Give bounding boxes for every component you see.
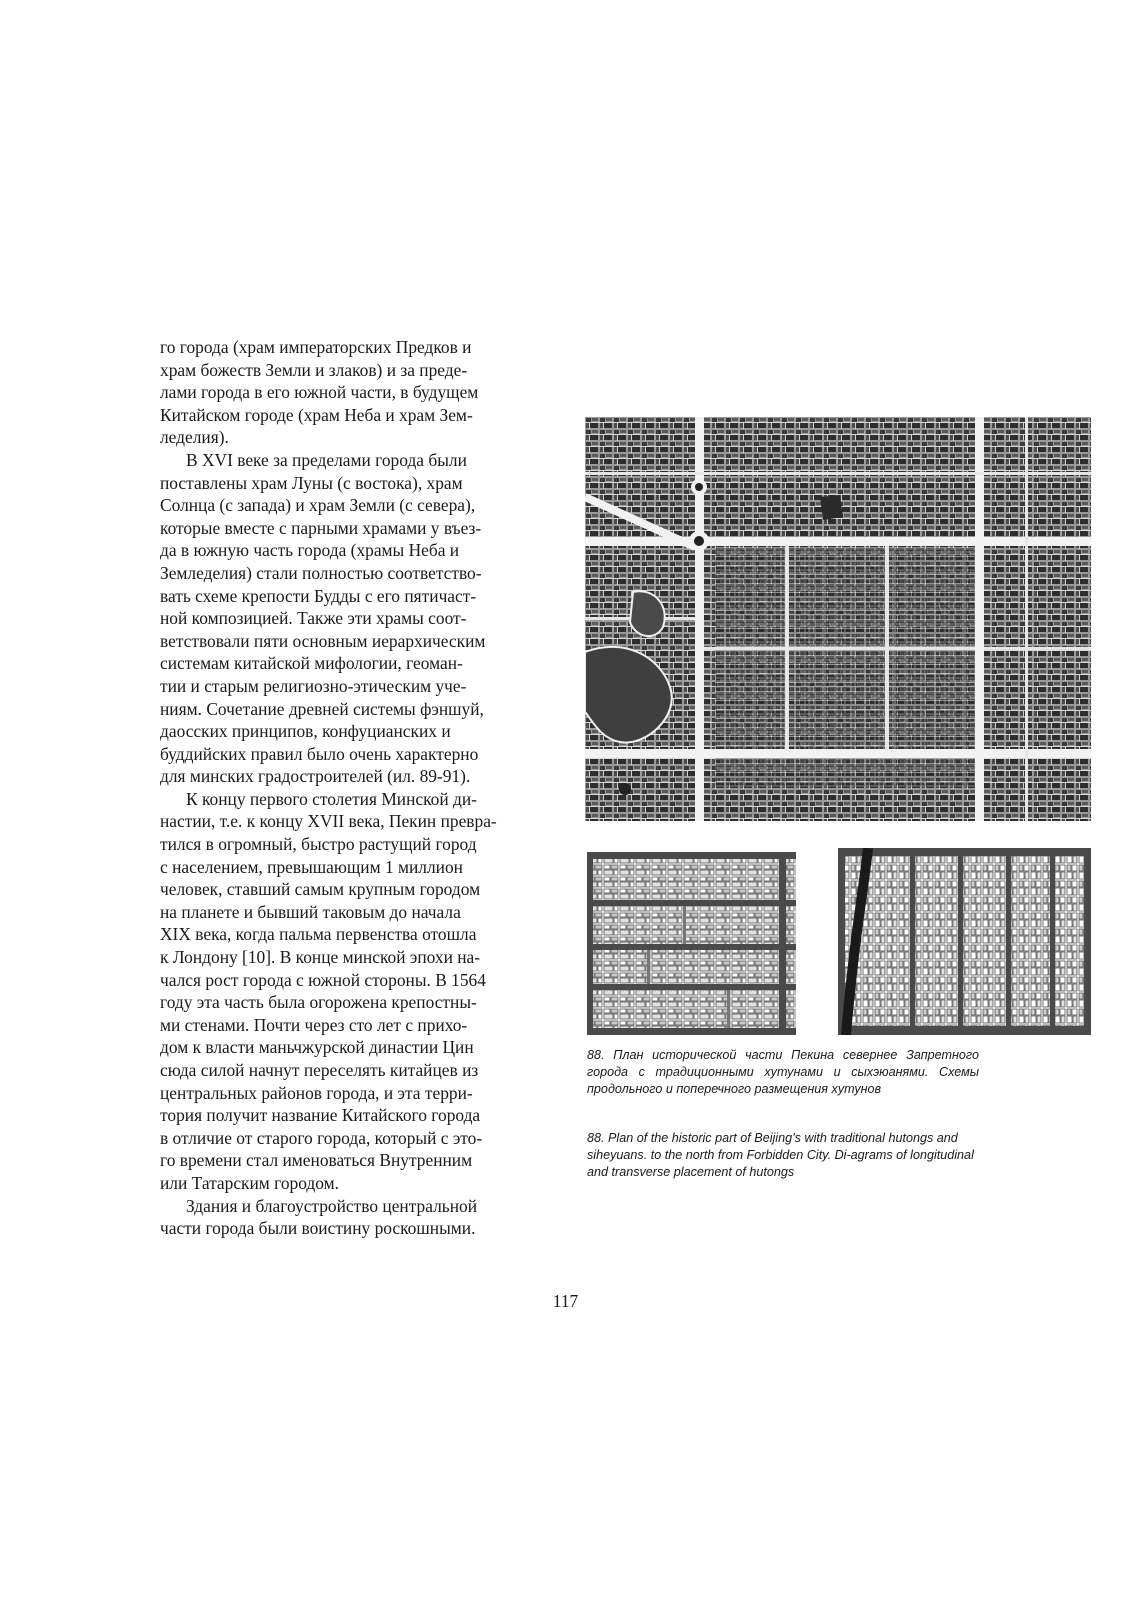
text-line: лами города в его южной части, в будущем — [160, 382, 479, 403]
text-line: или Татарским городом. — [160, 1172, 340, 1193]
text-line: да в южную часть города (храмы Неба и — [160, 540, 460, 561]
paragraph-1 — [160, 336, 546, 449]
figure-caption-en: 88. Plan of the historic part of Beijing’s with traditional hutongs and siheyuans. to the north from Forbidden City. Di-agrams of longitudinal and transverse placement of hutongs — [587, 1131, 974, 1179]
text-line: В XVI веке за пределами города были — [186, 449, 467, 470]
text-line: Китайском городе (храм Неба и храм Зем- — [160, 404, 473, 425]
beijing-plan-figure — [585, 417, 1091, 821]
text-line: леделия). — [160, 427, 229, 448]
text-line: Земледелия) стали полностью соответство- — [160, 562, 482, 583]
body-text — [160, 336, 546, 1240]
text-line: поставлены храм Луны (с востока), храм — [160, 472, 463, 493]
text-line: Здания и благоустройство центральной — [186, 1195, 478, 1216]
text-line: которые вместе с парными храмами у въез- — [160, 517, 482, 538]
text-line: с населением, превышающим 1 миллион — [160, 856, 463, 877]
text-line: части города были воистину роскошными. — [160, 1218, 476, 1239]
text-line: дом к власти маньчжурской династии Цин — [160, 1037, 474, 1058]
text-line: тился в огромный, быстро растущий город — [160, 834, 477, 855]
text-line: для минских градостроителей (ил. 89-91). — [160, 766, 471, 787]
text-line: центральных районов города, и эта терри- — [160, 1082, 473, 1103]
text-line: го города (храм императорских Предков и — [160, 337, 472, 357]
text-line: сюда силой начнут переселять китайцев из — [160, 1060, 479, 1080]
text-line: году эта часть была огорожена крепостны- — [160, 992, 477, 1013]
text-line: в отличие от старого города, который с это- — [160, 1127, 483, 1148]
text-line: к Лондону [10]. В конце минской эпохи на- — [160, 947, 481, 968]
text-line: ветствовали пяти основным иерархическим — [160, 630, 486, 651]
paragraph-2 — [160, 449, 546, 788]
text-line: чался рост города с южной стороны. В 1564 — [160, 969, 486, 990]
text-line: храм божеств Земли и злаков) и за преде- — [160, 359, 468, 380]
text-line: на планете и бывший таковым до начала — [160, 901, 461, 922]
text-line: даосских принципов, конфуцианских и — [160, 721, 451, 742]
text-line: К концу первого столетия Минской ди- — [186, 788, 477, 809]
longitudinal-hutongs-diagram — [587, 852, 796, 1035]
transverse-hutongs-diagram — [838, 848, 1091, 1035]
text-line: настии, т.е. к концу XVII века, Пекин превра- — [160, 811, 497, 832]
paragraph-4 — [160, 1195, 546, 1240]
text-line: тии и старым религиозно-этическим уче- — [160, 675, 467, 696]
text-line: Солнца (с запада) и храм Земли (с севера), — [160, 495, 476, 516]
text-line: ниям. Сочетание древней системы фэншуй, — [160, 698, 484, 719]
text-line: вать схеме крепости Будды с его пятичаст- — [160, 585, 477, 606]
text-line: буддийских правил было очень характерно — [160, 743, 479, 764]
text-line: XIX века, когда пальма первенства отошла — [160, 924, 477, 945]
text-line: ми стенами. Почти через сто лет с прихо- — [160, 1014, 468, 1035]
figure-caption-ru: 88. План исторической части Пекина севернее Запретного города с традиционными хутунами и сыхэюанями. Схемы продольного и поперечного размещения хутунов — [587, 1048, 979, 1096]
text-line: го времени стал именоваться Внутренним — [160, 1150, 473, 1171]
text-line: ной композицией. Также эти храмы соот- — [160, 608, 467, 629]
paragraph-3 — [160, 788, 546, 1195]
text-line: человек, ставший самым крупным городом — [160, 879, 481, 900]
text-line: системам китайской мифологии, геоман- — [160, 653, 463, 674]
text-line: тория получит название Китайского города — [160, 1105, 481, 1126]
page-number: 117 — [552, 1291, 579, 1311]
